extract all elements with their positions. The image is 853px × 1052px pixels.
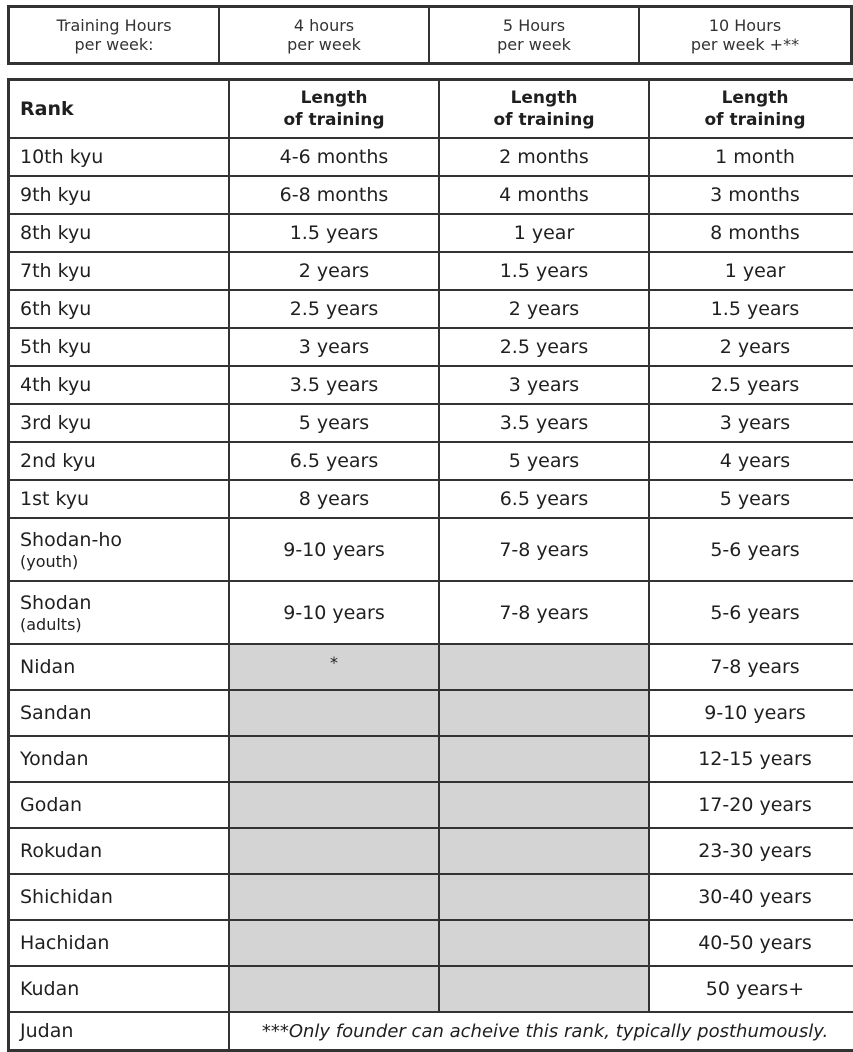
length-10h-cell: 5 years <box>649 480 853 518</box>
table-row <box>9 581 853 644</box>
length-10h-cell: 9-10 years <box>649 690 853 736</box>
hours-4-line1: 4 hours <box>220 16 428 35</box>
length-5h-cell: 3.5 years <box>439 404 649 442</box>
hours-5-cell <box>429 7 639 64</box>
length-5h-cell: 3 years <box>439 366 649 404</box>
length-10h-cell: 3 years <box>649 404 853 442</box>
na-4h-cell <box>229 828 439 874</box>
length-4h-cell: 6-8 months <box>229 176 439 214</box>
length-5h-cell: 5 years <box>439 442 649 480</box>
rank-header: Rank <box>9 80 230 139</box>
rank-cell: 7th kyu <box>9 252 230 290</box>
length-4h-cell: 6.5 years <box>229 442 439 480</box>
length-10h-cell: 8 months <box>649 214 853 252</box>
shodan-rows <box>9 518 853 644</box>
rank-cell: Rokudan <box>9 828 230 874</box>
length-10h-cell: 2.5 years <box>649 366 853 404</box>
rank-cell: Sandan <box>9 690 230 736</box>
table-row <box>9 328 853 366</box>
table-row <box>9 920 853 966</box>
table-row <box>9 518 853 581</box>
kyu-rows <box>9 138 853 518</box>
table-row <box>9 690 853 736</box>
length-5h-cell: 7-8 years <box>439 518 649 581</box>
na-5h-cell <box>439 874 649 920</box>
na-4h-cell <box>229 736 439 782</box>
length-4h-cell: 3.5 years <box>229 366 439 404</box>
table-row <box>9 138 853 176</box>
table-row <box>9 828 853 874</box>
rank-name: Shodan-ho <box>20 528 228 552</box>
length-4h-cell: 2 years <box>229 252 439 290</box>
length-10h-cell: 3 months <box>649 176 853 214</box>
rank-cell: Judan <box>9 1012 230 1051</box>
hours-10-line2: per week +** <box>640 35 850 54</box>
length-10h-cell: 1 month <box>649 138 853 176</box>
hours-4-line2: per week <box>220 35 428 54</box>
length-5h-cell: 2 months <box>439 138 649 176</box>
rank-cell: Godan <box>9 782 230 828</box>
length-4h-cell: 5 years <box>229 404 439 442</box>
table-row <box>9 366 853 404</box>
rank-cell: Nidan <box>9 644 230 690</box>
length-header-line2: of training <box>440 109 648 131</box>
na-4h-cell: * <box>229 644 439 690</box>
na-5h-cell <box>439 644 649 690</box>
hours-label-line2: per week: <box>10 35 218 54</box>
table-row <box>9 442 853 480</box>
length-10h-cell: 17-20 years <box>649 782 853 828</box>
table-row <box>9 176 853 214</box>
length-header-line1: Length <box>650 87 853 109</box>
length-10h-cell: 1.5 years <box>649 290 853 328</box>
length-10h-cell: 12-15 years <box>649 736 853 782</box>
rank-cell: Shichidan <box>9 874 230 920</box>
rank-cell: 10th kyu <box>9 138 230 176</box>
table-row <box>9 404 853 442</box>
rank-cell: 5th kyu <box>9 328 230 366</box>
rank-name: Shodan <box>20 591 228 615</box>
na-5h-cell <box>439 966 649 1012</box>
table-row <box>9 736 853 782</box>
training-hours-table <box>7 5 853 65</box>
rank-training-table <box>7 78 853 1052</box>
length-10h-cell: 2 years <box>649 328 853 366</box>
na-5h-cell <box>439 782 649 828</box>
table-row <box>9 644 853 690</box>
length-5h-cell: 1 year <box>439 214 649 252</box>
length-header-4h <box>229 80 439 139</box>
length-header-line2: of training <box>230 109 438 131</box>
length-header-10h <box>649 80 853 139</box>
rank-cell: 1st kyu <box>9 480 230 518</box>
length-5h-cell: 6.5 years <box>439 480 649 518</box>
hours-label-line1: Training Hours <box>10 16 218 35</box>
table-row <box>9 480 853 518</box>
na-4h-cell <box>229 966 439 1012</box>
na-5h-cell <box>439 920 649 966</box>
table-row <box>9 252 853 290</box>
length-10h-cell: 4 years <box>649 442 853 480</box>
length-5h-cell: 2.5 years <box>439 328 649 366</box>
table-row <box>9 290 853 328</box>
length-4h-cell: 1.5 years <box>229 214 439 252</box>
length-10h-cell: 30-40 years <box>649 874 853 920</box>
length-header-line1: Length <box>230 87 438 109</box>
length-10h-cell: 50 years+ <box>649 966 853 1012</box>
rank-cell: Yondan <box>9 736 230 782</box>
length-header-5h <box>439 80 649 139</box>
rank-cell: 3rd kyu <box>9 404 230 442</box>
table-row <box>9 782 853 828</box>
table-row <box>9 214 853 252</box>
rank-qualifier: (youth) <box>20 552 228 572</box>
length-4h-cell: 9-10 years <box>229 581 439 644</box>
na-5h-cell <box>439 690 649 736</box>
hours-5-line2: per week <box>430 35 638 54</box>
length-4h-cell: 8 years <box>229 480 439 518</box>
rank-cell: Hachidan <box>9 920 230 966</box>
length-5h-cell: 7-8 years <box>439 581 649 644</box>
length-4h-cell: 4-6 months <box>229 138 439 176</box>
na-4h-cell <box>229 874 439 920</box>
hours-4-cell <box>219 7 429 64</box>
rank-qualifier: (adults) <box>20 615 228 635</box>
length-10h-cell: 40-50 years <box>649 920 853 966</box>
hours-10-line1: 10 Hours <box>640 16 850 35</box>
length-4h-cell: 3 years <box>229 328 439 366</box>
founder-note: ***Only founder can acheive this rank, typically posthumously. <box>229 1012 853 1051</box>
length-4h-cell: 2.5 years <box>229 290 439 328</box>
na-4h-cell <box>229 920 439 966</box>
length-10h-cell: 1 year <box>649 252 853 290</box>
length-header-line1: Length <box>440 87 648 109</box>
length-10h-cell: 5-6 years <box>649 581 853 644</box>
rank-cell: Kudan <box>9 966 230 1012</box>
na-5h-cell <box>439 736 649 782</box>
rank-cell: 6th kyu <box>9 290 230 328</box>
na-4h-cell <box>229 690 439 736</box>
na-4h-cell <box>229 782 439 828</box>
length-5h-cell: 4 months <box>439 176 649 214</box>
hours-10-cell <box>639 7 852 64</box>
hours-label-cell <box>9 7 220 64</box>
rank-cell: 4th kyu <box>9 366 230 404</box>
header-row <box>9 80 853 139</box>
length-10h-cell: 7-8 years <box>649 644 853 690</box>
length-10h-cell: 5-6 years <box>649 518 853 581</box>
na-5h-cell <box>439 828 649 874</box>
length-header-line2: of training <box>650 109 853 131</box>
length-5h-cell: 2 years <box>439 290 649 328</box>
length-5h-cell: 1.5 years <box>439 252 649 290</box>
table-row <box>9 874 853 920</box>
rank-cell <box>9 581 230 644</box>
rank-cell <box>9 518 230 581</box>
dan-rows <box>9 644 853 1012</box>
training-hours-row <box>9 7 852 64</box>
table-row-judan <box>9 1012 853 1051</box>
rank-cell: 2nd kyu <box>9 442 230 480</box>
rank-cell: 9th kyu <box>9 176 230 214</box>
length-4h-cell: 9-10 years <box>229 518 439 581</box>
table-row <box>9 966 853 1012</box>
hours-5-line1: 5 Hours <box>430 16 638 35</box>
length-10h-cell: 23-30 years <box>649 828 853 874</box>
rank-cell: 8th kyu <box>9 214 230 252</box>
